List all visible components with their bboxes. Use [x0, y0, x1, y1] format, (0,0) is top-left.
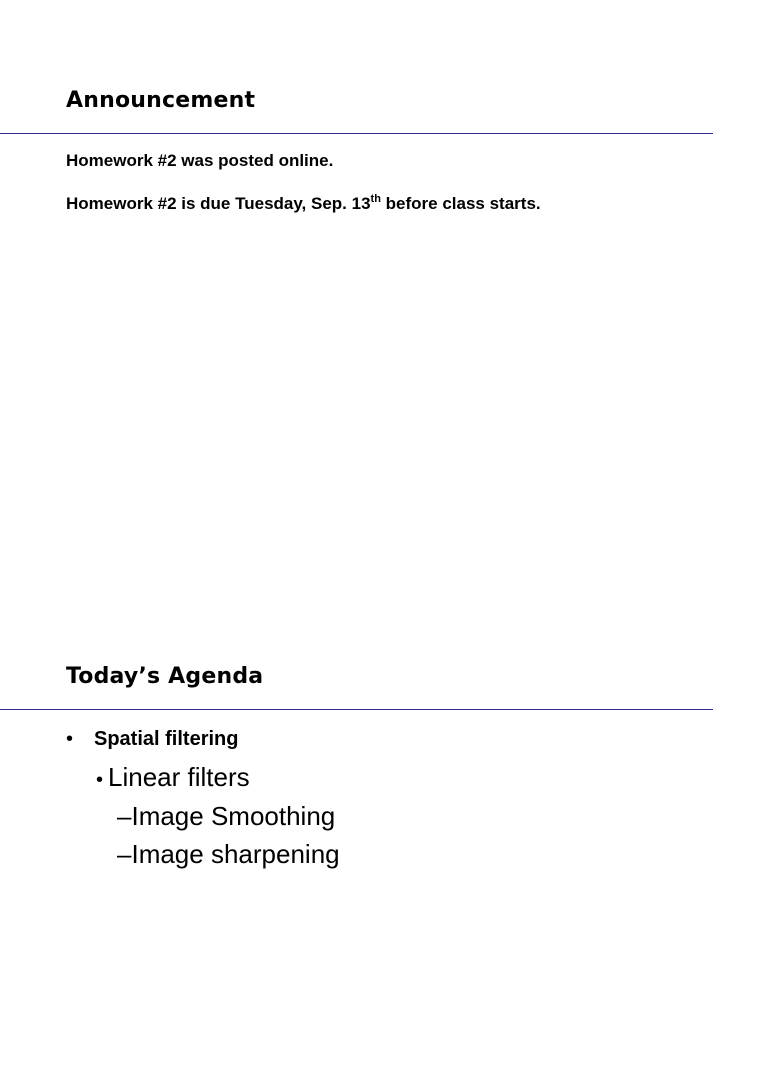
dash-icon: – [117, 839, 132, 869]
agenda-title-rule [0, 709, 713, 710]
due-text-end: before class starts. [380, 194, 541, 213]
agenda-subsubitem-image-smoothing [117, 801, 335, 832]
announcement-title: Announcement [66, 88, 256, 113]
announcement-slide [0, 0, 768, 512]
announcement-line-due [66, 194, 541, 214]
agenda-item-label: Spatial filtering [94, 728, 239, 750]
announcement-line-posted: Homework #2 was posted online. [66, 151, 334, 170]
agenda-slide [0, 576, 768, 1088]
agenda-subitem-linear-filters [96, 762, 250, 793]
bullet-icon: • [66, 728, 74, 750]
agenda-subitem-label: Linear filters [108, 762, 250, 792]
due-date-ordinal: th [370, 193, 381, 205]
due-text-start: Homework #2 is due Tuesday, Sep. 13 [66, 194, 371, 213]
dash-icon: – [117, 801, 132, 831]
agenda-title: Today’s Agenda [66, 664, 264, 689]
agenda-subsubitem-label: Image sharpening [131, 839, 340, 869]
agenda-item-spatial-filtering [66, 728, 238, 751]
announcement-title-rule [0, 133, 713, 134]
agenda-subsubitem-image-sharpening [117, 839, 340, 870]
bullet-icon: • [96, 769, 104, 791]
agenda-subsubitem-label: Image Smoothing [131, 801, 336, 831]
